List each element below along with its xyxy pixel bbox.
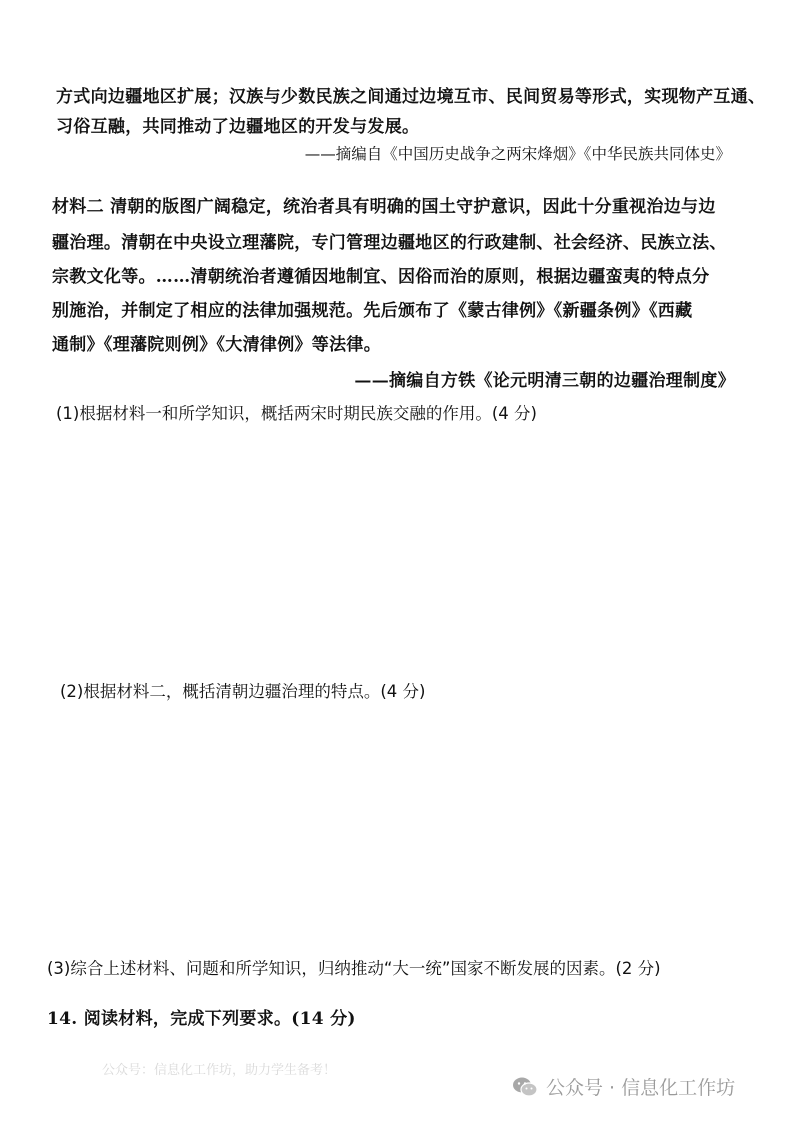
material-two-line: 别施治，并制定了相应的法律加强规范。先后颁布了《蒙古律例》《新疆条例》《西藏 <box>52 301 693 321</box>
question-2: (2)根据材料二，概括清朝边疆治理的特点。(4 分) <box>60 682 426 701</box>
watermark-text: 公众号：信息化工作坊，助力学生备考！ <box>102 1063 337 1078</box>
wechat-icon <box>512 1076 538 1098</box>
next-question-heading: 14. 阅读材料，完成下列要求。(14 分) <box>47 1009 356 1029</box>
material-two-line: 通制》《理藩院则例》《大清律例》等法律。 <box>52 335 381 355</box>
question-3: (3)综合上述材料、问题和所学知识，归纳推动“大一统”国家不断发展的因素。(2 分) <box>47 959 661 978</box>
material-two-line: 材料二 清朝的版图广阔稳定，统治者具有明确的国土守护意识，因此十分重视治边与边 <box>52 197 716 217</box>
material-one-line-2: 习俗互融，共同推动了边疆地区的开发与发展。 <box>56 117 420 137</box>
question-1: (1)根据材料一和所学知识，概括两宋时期民族交融的作用。(4 分) <box>56 404 537 423</box>
material-one-source: ——摘编自《中国历史战争之两宋烽烟》《中华民族共同体史》 <box>304 145 731 163</box>
footer-brand[interactable] <box>512 1073 735 1100</box>
material-one-line-1: 方式向边疆地区扩展；汉族与少数民族之间通过边境互市、民间贸易等形式，实现物产互通、 <box>56 87 766 107</box>
footer-brand-label: 公众号 · 信息化工作坊 <box>546 1077 736 1099</box>
material-two-source: ——摘编自方铁《论元明清三朝的边疆治理制度》 <box>354 371 735 391</box>
material-two-line: 疆治理。清朝在中央设立理藩院，专门管理边疆地区的行政建制、社会经济、民族立法、 <box>52 233 727 253</box>
material-two-line: 宗教文化等。……清朝统治者遵循因地制宜、因俗而治的原则，根据边疆蛮夷的特点分 <box>52 267 710 287</box>
